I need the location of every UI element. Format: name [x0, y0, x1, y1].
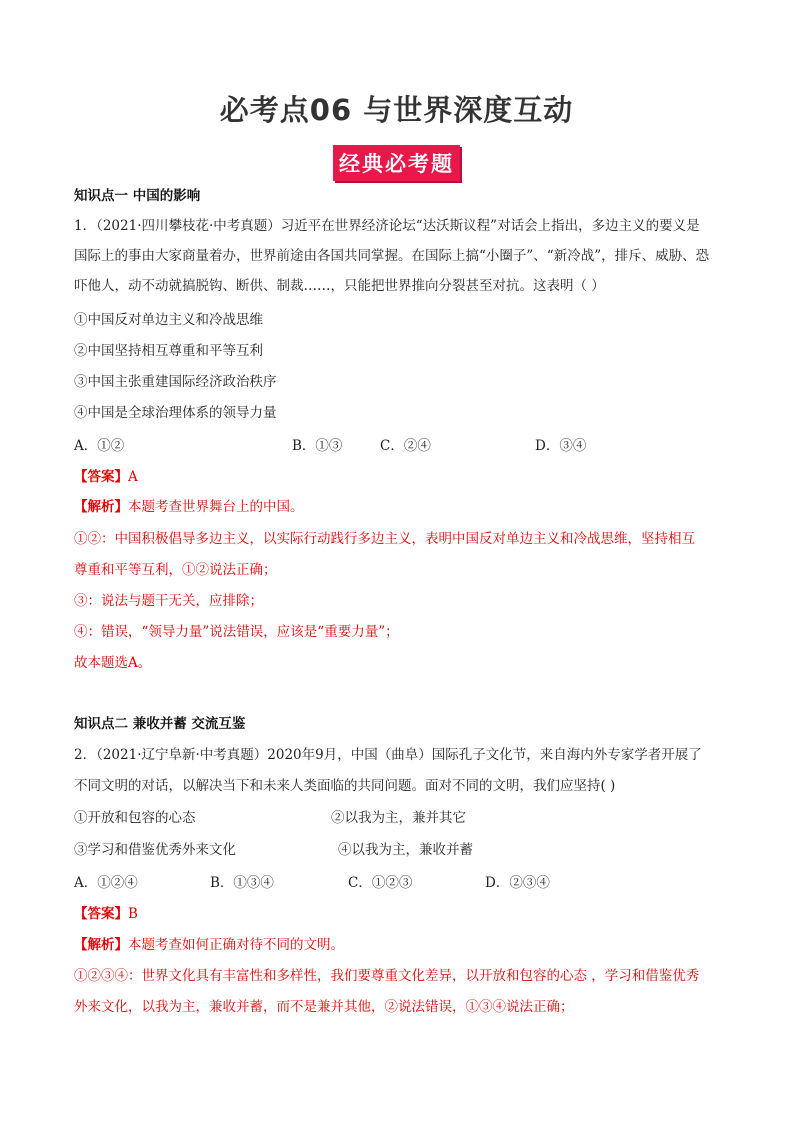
analysis-intro-text: 本题考查如何正确对待不同的文明。 — [128, 937, 344, 953]
q2-analysis-intro — [74, 935, 724, 955]
q2-analysis-line: 外来文化，以我为主，兼收并蓄，而不是兼并其他，②说法错误，①③④说法正确； — [74, 999, 574, 1015]
analysis-tag: 【解析】 — [74, 499, 128, 515]
q1-statement: ①中国反对单边主义和冷战思维 — [74, 312, 263, 328]
q1-statement: ②中国坚持相互尊重和平等互利 — [74, 343, 263, 359]
section-badge: 经典必考题 — [333, 145, 460, 181]
badge-wrap — [0, 145, 793, 181]
question2-line: 2．（2021·辽宁阜新·中考真题）2020年9月，中国（曲阜）国际孔子文化节，来自海内外专家学者开展了 — [74, 747, 702, 763]
answer-tag: 【答案】 — [74, 906, 128, 922]
q1-answer — [74, 467, 724, 487]
q2-option-c: C．①②③ — [348, 875, 413, 891]
q1-option-b: B．①③ — [292, 438, 343, 454]
q1-option-a: A．①② — [74, 438, 125, 454]
q2-analysis-line: ①②③④：世界文化具有丰富性和多样性，我们要尊重文化差异，以开放和包容的心态 ，学习和借鉴优秀 — [74, 968, 700, 984]
q1-analysis-line: ④：错误，“领导力量”说法错误，应该是“重要力量”； — [74, 624, 399, 640]
q1-option-d: D．③④ — [535, 438, 587, 454]
analysis-intro-text: 本题考查世界舞台上的中国。 — [128, 499, 304, 515]
question2-line: 不同文明的对话，以解决当下和未来人类面临的共同问题。面对不同的文明，我们应坚持( ) — [74, 778, 616, 794]
answer-value: A — [128, 469, 138, 485]
section2-heading: 知识点二 兼收并蓄 交流互鉴 — [74, 716, 246, 732]
q1-analysis-line: ③：说法与题干无关，应排除； — [74, 593, 263, 609]
q1-statement: ③中国主张重建国际经济政治秩序 — [74, 374, 277, 390]
page-title: 必考点06 与世界深度互动 — [219, 93, 574, 127]
q1-conclusion: 故本题选A。 — [74, 655, 152, 671]
q2-option-b: B．①③④ — [210, 875, 274, 891]
section1-heading: 知识点一 中国的影响 — [74, 188, 201, 204]
analysis-tag: 【解析】 — [74, 937, 128, 953]
q1-analysis-line: ①②：中国积极倡导多边主义，以实际行动践行多边主义，表明中国反对单边主义和冷战思维，坚持相互 — [74, 531, 695, 547]
q1-analysis-line: 尊重和平等互利，①②说法正确； — [74, 562, 277, 578]
q2-statement: ①开放和包容的心态 — [74, 810, 196, 826]
q2-option-a: A．①②④ — [74, 875, 138, 891]
q1-option-c: C．②④ — [380, 438, 431, 454]
question1-line: 1．（2021·四川攀枝花·中考真题）习近平在世界经济论坛“达沃斯议程”对话会上指出，多边主义的要义是 — [74, 218, 700, 234]
q2-statement: ④以我为主，兼收并蓄 — [338, 842, 473, 858]
answer-value: B — [128, 906, 138, 922]
q2-answer — [74, 904, 724, 924]
answer-tag: 【答案】 — [74, 469, 128, 485]
q2-statement: ②以我为主，兼并其它 — [331, 810, 466, 826]
question1-line: 国际上的事由大家商量着办，世界前途由各国共同掌握。在国际上搞“小圈子”、“新冷战”，排斥、威胁、恐 — [74, 248, 710, 264]
q2-statement: ③学习和借鉴优秀外来文化 — [74, 842, 236, 858]
q2-option-d: D．②③④ — [485, 875, 550, 891]
q1-analysis-intro — [74, 497, 724, 517]
q1-statement: ④中国是全球治理体系的领导力量 — [74, 405, 277, 421]
question1-line: 吓他人，动不动就搞脱钩、断供、制裁……，只能把世界推向分裂甚至对抗。这表明（ ） — [74, 278, 605, 294]
